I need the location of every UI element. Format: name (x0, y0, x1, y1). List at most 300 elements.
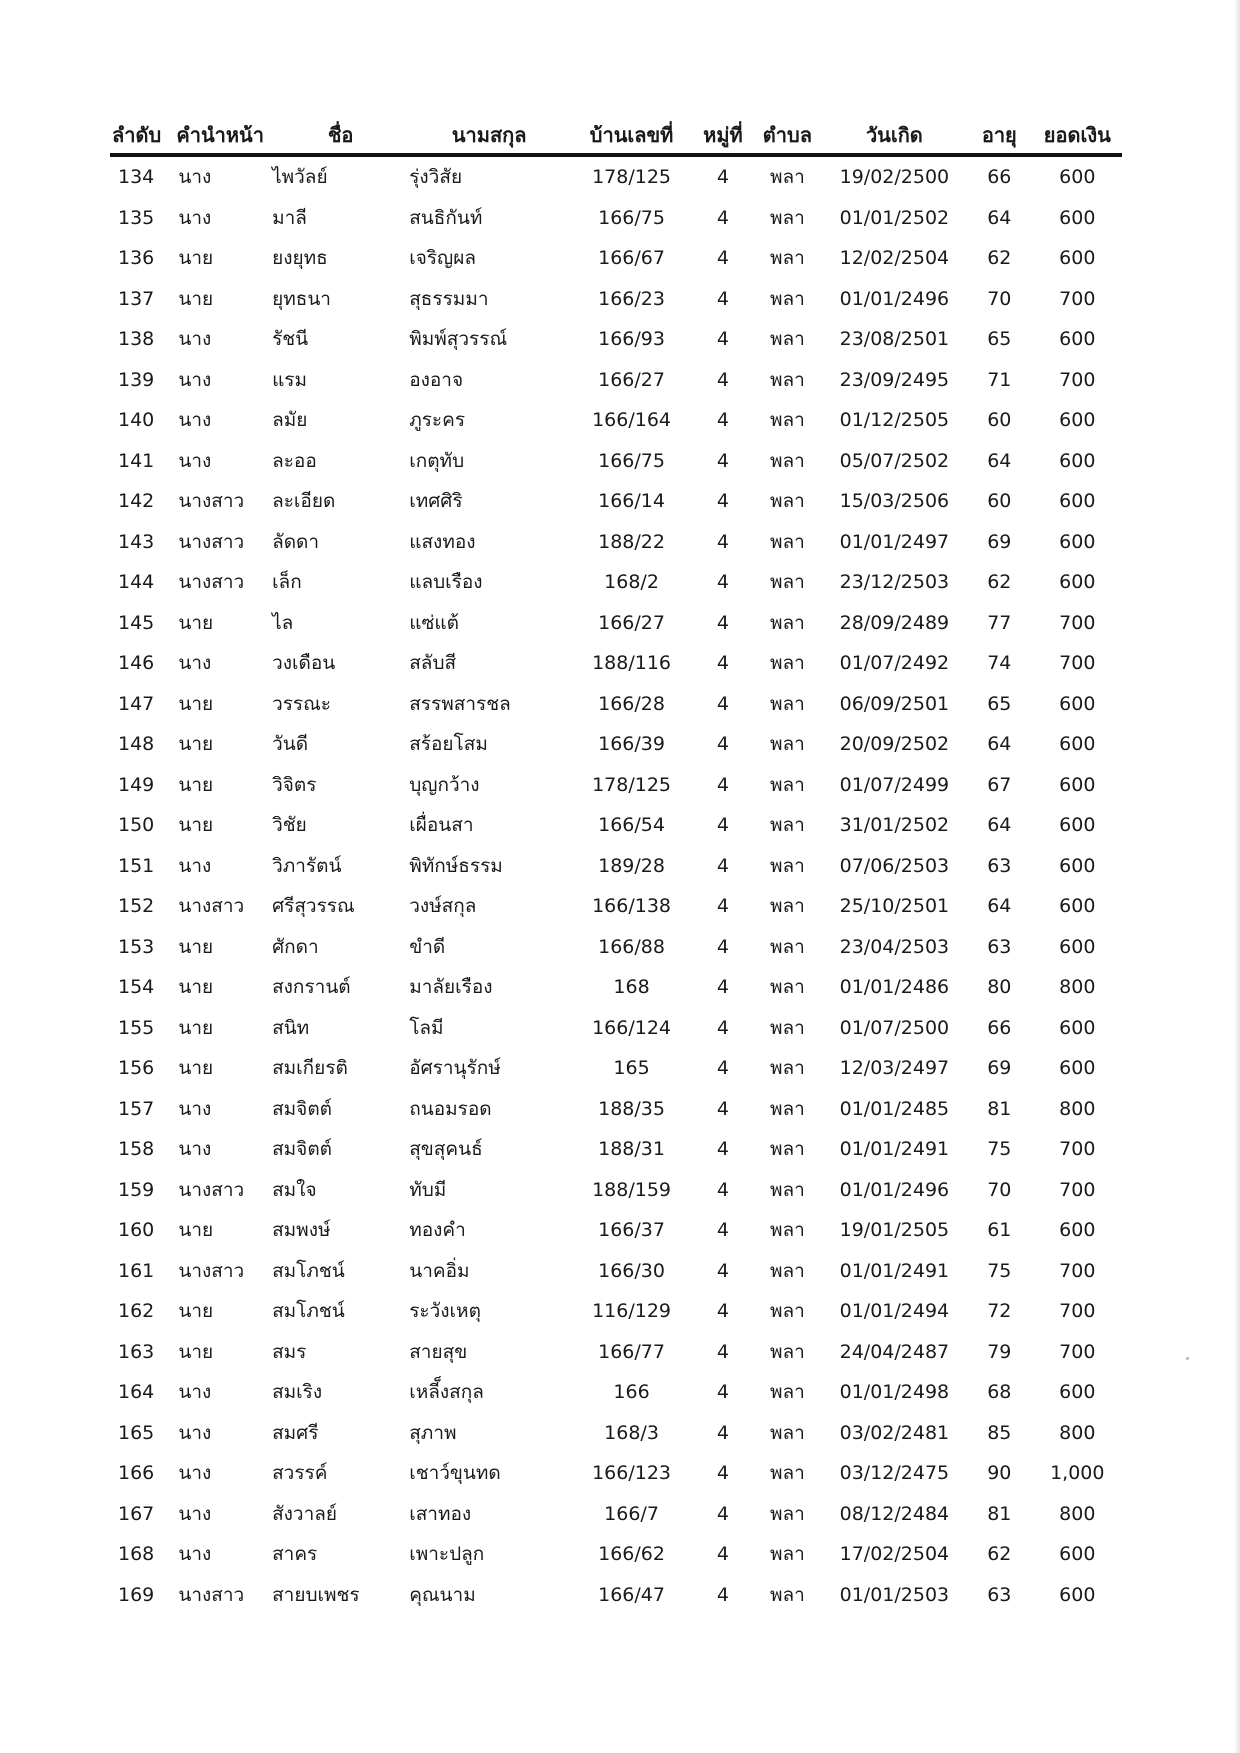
cell-surname: สรรพสารชล (409, 692, 511, 715)
cell-no: 149 (118, 773, 155, 796)
cell-tambon: พลา (769, 976, 805, 999)
cell-birth-date: 12/03/2497 (839, 1057, 950, 1080)
cell-birth-date: 19/02/2500 (839, 166, 950, 189)
table-row (110, 1089, 1122, 1130)
cell-prefix: นาย (178, 692, 214, 715)
cell-first-name: วันดี (272, 733, 309, 756)
cell-moo: 4 (716, 692, 729, 715)
cell-surname: บุญกว้าง (409, 773, 480, 796)
cell-house-no: 166/30 (598, 1259, 665, 1282)
header-moo: หมู่ที่ (694, 117, 752, 155)
cell-first-name: ละออ (272, 449, 317, 472)
cell-age: 69 (987, 1057, 1012, 1080)
cell-no: 150 (118, 814, 155, 837)
cell-surname: วงษ์สกุล (409, 895, 477, 918)
cell-age: 68 (987, 1381, 1012, 1404)
cell-age: 62 (987, 1543, 1012, 1566)
cell-birth-date: 01/07/2492 (839, 652, 950, 675)
cell-age: 65 (987, 328, 1012, 351)
header-first-name: ชื่อ (272, 117, 409, 155)
cell-amount: 700 (1059, 1138, 1096, 1161)
cell-amount: 700 (1059, 1340, 1096, 1363)
cell-no: 148 (118, 733, 155, 756)
cell-tambon: พลา (769, 652, 805, 675)
cell-age: 64 (987, 449, 1012, 472)
cell-prefix: นาย (178, 1340, 214, 1363)
cell-amount: 600 (1059, 895, 1096, 918)
cell-amount: 600 (1059, 692, 1096, 715)
table-row (110, 643, 1122, 684)
cell-no: 169 (118, 1583, 155, 1606)
cell-amount: 600 (1059, 490, 1096, 513)
cell-tambon: พลา (769, 611, 805, 634)
cell-moo: 4 (716, 247, 729, 270)
cell-moo: 4 (716, 1340, 729, 1363)
cell-age: 60 (987, 409, 1012, 432)
cell-tambon: พลา (769, 854, 805, 877)
cell-moo: 4 (716, 1583, 729, 1606)
cell-first-name: วิจิตร (272, 773, 317, 796)
table-row (110, 155, 1122, 198)
cell-age: 64 (987, 814, 1012, 837)
table-row (110, 1453, 1122, 1494)
cell-tambon: พลา (769, 530, 805, 553)
cell-birth-date: 05/07/2502 (839, 449, 950, 472)
cell-surname: เพาะปลูก (409, 1543, 485, 1566)
table-row (110, 1494, 1122, 1535)
cell-amount: 600 (1059, 1057, 1096, 1080)
cell-house-no: 166/75 (598, 206, 665, 229)
cell-prefix: นาย (178, 611, 214, 634)
cell-prefix: นาง (178, 1381, 212, 1404)
cell-age: 63 (987, 935, 1012, 958)
cell-age: 65 (987, 692, 1012, 715)
cell-house-no: 166/164 (592, 409, 671, 432)
table-row (110, 967, 1122, 1008)
cell-age: 75 (987, 1138, 1012, 1161)
beneficiary-table-container (110, 117, 1122, 1615)
cell-birth-date: 01/01/2491 (839, 1138, 950, 1161)
cell-house-no: 166/39 (598, 733, 665, 756)
cell-surname: เผื่อนสา (409, 814, 474, 837)
cell-house-no: 168/2 (604, 571, 659, 594)
cell-birth-date: 24/04/2487 (839, 1340, 950, 1363)
cell-age: 66 (987, 166, 1012, 189)
cell-age: 90 (987, 1462, 1012, 1485)
cell-first-name: ไล (272, 611, 294, 634)
cell-moo: 4 (716, 1300, 729, 1323)
cell-prefix: นาย (178, 733, 214, 756)
cell-no: 158 (118, 1138, 155, 1161)
cell-birth-date: 19/01/2505 (839, 1219, 950, 1242)
cell-birth-date: 01/01/2486 (839, 976, 950, 999)
cell-surname: สุภาพ (409, 1421, 457, 1444)
cell-house-no: 166/7 (604, 1502, 659, 1525)
cell-house-no: 166/88 (598, 935, 665, 958)
cell-birth-date: 01/01/2498 (839, 1381, 950, 1404)
cell-age: 81 (987, 1502, 1012, 1525)
cell-first-name: ลัดดา (272, 530, 320, 553)
cell-birth-date: 01/01/2497 (839, 530, 950, 553)
cell-amount: 800 (1059, 1097, 1096, 1120)
cell-moo: 4 (716, 530, 729, 553)
table-row (110, 522, 1122, 563)
cell-moo: 4 (716, 449, 729, 472)
cell-house-no: 166/123 (592, 1462, 671, 1485)
cell-surname: เกตุทับ (409, 449, 465, 472)
table-row (110, 927, 1122, 968)
cell-moo: 4 (716, 287, 729, 310)
table-row (110, 1534, 1122, 1575)
cell-prefix: นางสาว (178, 1583, 245, 1606)
cell-no: 143 (118, 530, 155, 553)
cell-age: 62 (987, 247, 1012, 270)
cell-prefix: นาง (178, 449, 212, 472)
cell-house-no: 166/67 (598, 247, 665, 270)
cell-no: 161 (118, 1259, 155, 1282)
table-row (110, 724, 1122, 765)
cell-surname: สุธรรมมา (409, 287, 489, 310)
cell-prefix: นาง (178, 1138, 212, 1161)
cell-no: 168 (118, 1543, 155, 1566)
cell-prefix: นางสาว (178, 1259, 245, 1282)
cell-tambon: พลา (769, 328, 805, 351)
table-row (110, 684, 1122, 725)
cell-prefix: นางสาว (178, 895, 245, 918)
cell-prefix: นาย (178, 1057, 214, 1080)
cell-surname: แสงทอง (409, 530, 476, 553)
table-row (110, 400, 1122, 441)
cell-moo: 4 (716, 854, 729, 877)
cell-amount: 800 (1059, 1421, 1096, 1444)
table-row (110, 846, 1122, 887)
cell-tambon: พลา (769, 1421, 805, 1444)
cell-surname: มาลัยเรือง (409, 976, 493, 999)
cell-no: 166 (118, 1462, 155, 1485)
cell-amount: 600 (1059, 1381, 1096, 1404)
table-row (110, 319, 1122, 360)
table-row (110, 1251, 1122, 1292)
cell-house-no: 178/125 (592, 773, 671, 796)
cell-no: 159 (118, 1178, 155, 1201)
cell-prefix: นาย (178, 814, 214, 837)
cell-surname: ทับมี (409, 1178, 447, 1201)
table-row (110, 441, 1122, 482)
cell-moo: 4 (716, 1259, 729, 1282)
cell-birth-date: 01/12/2505 (839, 409, 950, 432)
cell-birth-date: 25/10/2501 (839, 895, 950, 918)
table-row (110, 198, 1122, 239)
cell-birth-date: 07/06/2503 (839, 854, 950, 877)
cell-house-no: 188/31 (598, 1138, 665, 1161)
cell-birth-date: 01/01/2502 (839, 206, 950, 229)
cell-surname: นาคอิ่ม (409, 1259, 470, 1282)
cell-prefix: นางสาว (178, 571, 245, 594)
cell-tambon: พลา (769, 733, 805, 756)
cell-birth-date: 01/01/2496 (839, 1178, 950, 1201)
cell-first-name: สมโภชน์ (272, 1259, 345, 1282)
cell-house-no: 166/62 (598, 1543, 665, 1566)
table-row (110, 1332, 1122, 1373)
cell-surname: เชาว์ขุนทด (409, 1462, 501, 1485)
cell-house-no: 166/27 (598, 611, 665, 634)
cell-first-name: สมศรี (272, 1421, 319, 1444)
cell-amount: 600 (1059, 206, 1096, 229)
cell-birth-date: 17/02/2504 (839, 1543, 950, 1566)
table-row (110, 1129, 1122, 1170)
cell-first-name: ยุทธนา (272, 287, 331, 310)
cell-prefix: นาง (178, 1462, 212, 1485)
cell-age: 64 (987, 733, 1012, 756)
cell-first-name: สมจิตต์ (272, 1138, 332, 1161)
cell-prefix: นาง (178, 328, 212, 351)
cell-birth-date: 28/09/2489 (839, 611, 950, 634)
cell-moo: 4 (716, 1502, 729, 1525)
cell-amount: 600 (1059, 935, 1096, 958)
cell-no: 134 (118, 166, 155, 189)
cell-amount: 600 (1059, 814, 1096, 837)
cell-tambon: พลา (769, 1583, 805, 1606)
cell-birth-date: 15/03/2506 (839, 490, 950, 513)
cell-surname: ทองคำ (409, 1219, 466, 1242)
table-row (110, 603, 1122, 644)
cell-tambon: พลา (769, 1543, 805, 1566)
cell-surname: องอาจ (409, 368, 464, 391)
cell-first-name: ศักดา (272, 935, 319, 958)
header-age: อายุ (966, 117, 1032, 155)
cell-birth-date: 01/07/2499 (839, 773, 950, 796)
cell-tambon: พลา (769, 1300, 805, 1323)
cell-age: 61 (987, 1219, 1012, 1242)
cell-first-name: สงกรานต์ (272, 976, 351, 999)
cell-prefix: นาง (178, 409, 212, 432)
cell-surname: อัศรานุรักษ์ (409, 1057, 501, 1080)
table-row (110, 1413, 1122, 1454)
cell-house-no: 168 (613, 976, 650, 999)
cell-tambon: พลา (769, 1016, 805, 1039)
cell-surname: สนธิกันท์ (409, 206, 483, 229)
cell-first-name: วรรณะ (272, 692, 331, 715)
cell-age: 64 (987, 895, 1012, 918)
cell-amount: 600 (1059, 328, 1096, 351)
cell-prefix: นาง (178, 1097, 212, 1120)
cell-first-name: วิภารัตน์ (272, 854, 342, 877)
cell-moo: 4 (716, 166, 729, 189)
cell-age: 60 (987, 490, 1012, 513)
cell-no: 157 (118, 1097, 155, 1120)
cell-birth-date: 08/12/2484 (839, 1502, 950, 1525)
cell-prefix: นาย (178, 976, 214, 999)
cell-house-no: 188/116 (592, 652, 671, 675)
cell-first-name: สมจิตต์ (272, 1097, 332, 1120)
cell-age: 75 (987, 1259, 1012, 1282)
cell-birth-date: 06/09/2501 (839, 692, 950, 715)
header-amount: ยอดเงิน (1033, 117, 1122, 155)
cell-birth-date: 23/08/2501 (839, 328, 950, 351)
cell-no: 153 (118, 935, 155, 958)
table-body (110, 155, 1122, 1615)
cell-age: 85 (987, 1421, 1012, 1444)
cell-tambon: พลา (769, 1097, 805, 1120)
cell-prefix: นาง (178, 368, 212, 391)
cell-age: 70 (987, 287, 1012, 310)
cell-house-no: 166/54 (598, 814, 665, 837)
cell-tambon: พลา (769, 490, 805, 513)
cell-tambon: พลา (769, 692, 805, 715)
cell-tambon: พลา (769, 1381, 805, 1404)
cell-moo: 4 (716, 328, 729, 351)
cell-no: 141 (118, 449, 155, 472)
cell-birth-date: 01/01/2496 (839, 287, 950, 310)
cell-prefix: นาย (178, 773, 214, 796)
cell-tambon: พลา (769, 1502, 805, 1525)
cell-prefix: นาย (178, 247, 214, 270)
cell-age: 63 (987, 1583, 1012, 1606)
cell-first-name: วงเดือน (272, 652, 336, 675)
cell-first-name: สังวาลย์ (272, 1502, 338, 1525)
cell-house-no: 188/35 (598, 1097, 665, 1120)
cell-surname: พิมพ์สุวรรณ์ (409, 328, 508, 351)
cell-moo: 4 (716, 1138, 729, 1161)
cell-prefix: นาง (178, 1543, 212, 1566)
cell-house-no: 168/3 (604, 1421, 659, 1444)
cell-tambon: พลา (769, 1178, 805, 1201)
cell-age: 70 (987, 1178, 1012, 1201)
header-prefix: คำนำหน้า (172, 117, 272, 155)
cell-first-name: ไพวัลย์ (272, 166, 328, 189)
cell-amount: 600 (1059, 247, 1096, 270)
cell-birth-date: 23/09/2495 (839, 368, 950, 391)
cell-amount: 700 (1059, 1178, 1096, 1201)
cell-surname: เสาทอง (409, 1502, 472, 1525)
cell-tambon: พลา (769, 1057, 805, 1080)
cell-tambon: พลา (769, 895, 805, 918)
header-tambon: ตำบล (752, 117, 823, 155)
cell-moo: 4 (716, 1057, 729, 1080)
cell-amount: 800 (1059, 976, 1096, 999)
cell-no: 162 (118, 1300, 155, 1323)
cell-amount: 700 (1059, 652, 1096, 675)
cell-no: 144 (118, 571, 155, 594)
cell-amount: 600 (1059, 773, 1096, 796)
cell-first-name: มาลี (272, 206, 307, 229)
cell-age: 64 (987, 206, 1012, 229)
cell-no: 139 (118, 368, 155, 391)
cell-amount: 600 (1059, 571, 1096, 594)
cell-no: 152 (118, 895, 155, 918)
cell-surname: ขำดี (409, 935, 446, 958)
cell-birth-date: 03/12/2475 (839, 1462, 950, 1485)
cell-amount: 700 (1059, 1259, 1096, 1282)
cell-age: 72 (987, 1300, 1012, 1323)
cell-moo: 4 (716, 611, 729, 634)
cell-surname: แซ่แต้ (409, 611, 459, 634)
page-edge-shadow (1234, 0, 1240, 1753)
cell-house-no: 166/28 (598, 692, 665, 715)
cell-first-name: แรม (272, 368, 308, 391)
cell-no: 146 (118, 652, 155, 675)
cell-surname: ถนอมรอด (409, 1097, 492, 1120)
cell-birth-date: 01/01/2494 (839, 1300, 950, 1323)
cell-amount: 600 (1059, 409, 1096, 432)
cell-moo: 4 (716, 1097, 729, 1120)
cell-surname: สายสุข (409, 1340, 468, 1363)
cell-amount: 700 (1059, 1300, 1096, 1323)
cell-amount: 600 (1059, 733, 1096, 756)
cell-prefix: นาง (178, 1502, 212, 1525)
cell-tambon: พลา (769, 571, 805, 594)
cell-first-name: ละเอียด (272, 490, 336, 513)
cell-birth-date: 01/07/2500 (839, 1016, 950, 1039)
cell-surname: สร้อยโสม (409, 733, 488, 756)
cell-amount: 1,000 (1050, 1462, 1105, 1485)
cell-first-name: ยงยุทธ (272, 247, 328, 270)
table-row (110, 1372, 1122, 1413)
cell-birth-date: 20/09/2502 (839, 733, 950, 756)
cell-amount: 600 (1059, 854, 1096, 877)
cell-house-no: 165 (613, 1057, 650, 1080)
cell-first-name: ลมัย (272, 409, 308, 432)
cell-birth-date: 01/01/2503 (839, 1583, 950, 1606)
header-house-no: บ้านเลขที่ (569, 117, 694, 155)
cell-no: 155 (118, 1016, 155, 1039)
cell-house-no: 116/129 (592, 1300, 671, 1323)
cell-no: 156 (118, 1057, 155, 1080)
cell-surname: เจริญผล (409, 247, 476, 270)
cell-tambon: พลา (769, 814, 805, 837)
cell-prefix: นาง (178, 206, 212, 229)
cell-moo: 4 (716, 1543, 729, 1566)
cell-age: 77 (987, 611, 1012, 634)
table-row (110, 238, 1122, 279)
cell-amount: 600 (1059, 530, 1096, 553)
cell-tambon: พลา (769, 1340, 805, 1363)
cell-surname: โลมี (409, 1016, 444, 1039)
cell-prefix: นาย (178, 1016, 214, 1039)
cell-prefix: นาย (178, 935, 214, 958)
cell-no: 167 (118, 1502, 155, 1525)
cell-birth-date: 23/04/2503 (839, 935, 950, 958)
cell-amount: 600 (1059, 1016, 1096, 1039)
cell-amount: 600 (1059, 449, 1096, 472)
cell-surname: ภูระคร (409, 409, 466, 432)
cell-house-no: 166 (613, 1381, 650, 1404)
cell-no: 147 (118, 692, 155, 715)
cell-amount: 700 (1059, 368, 1096, 391)
table-row (110, 1210, 1122, 1251)
cell-no: 135 (118, 206, 155, 229)
cell-house-no: 166/37 (598, 1219, 665, 1242)
cell-amount: 700 (1059, 287, 1096, 310)
cell-moo: 4 (716, 368, 729, 391)
cell-no: 165 (118, 1421, 155, 1444)
cell-house-no: 189/28 (598, 854, 665, 877)
cell-moo: 4 (716, 571, 729, 594)
cell-age: 71 (987, 368, 1012, 391)
cell-age: 63 (987, 854, 1012, 877)
cell-birth-date: 01/01/2491 (839, 1259, 950, 1282)
cell-tambon: พลา (769, 409, 805, 432)
table-row (110, 765, 1122, 806)
cell-age: 81 (987, 1097, 1012, 1120)
cell-age: 62 (987, 571, 1012, 594)
cell-first-name: สนิท (272, 1016, 310, 1039)
cell-no: 151 (118, 854, 155, 877)
table-row (110, 481, 1122, 522)
cell-no: 138 (118, 328, 155, 351)
cell-surname: เหลี็งสกุล (409, 1381, 484, 1404)
cell-moo: 4 (716, 773, 729, 796)
